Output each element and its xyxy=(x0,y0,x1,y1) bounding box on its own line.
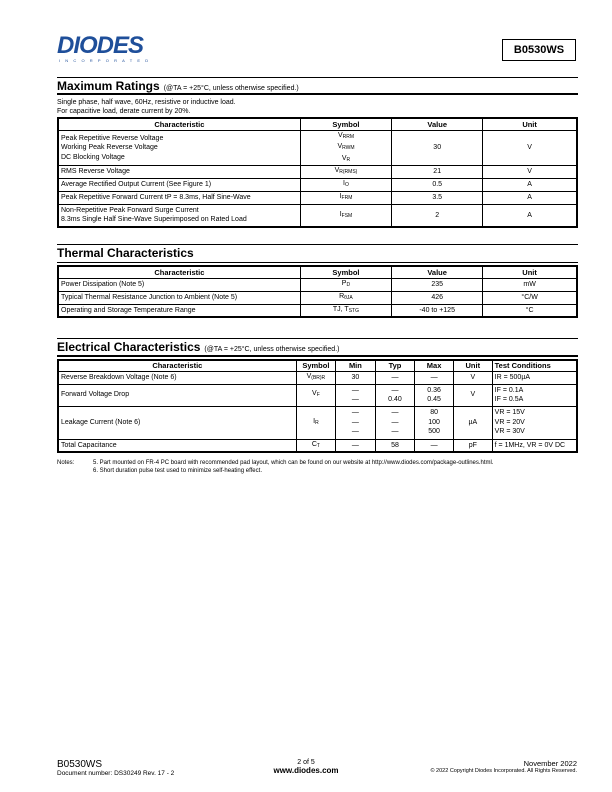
footer-center xyxy=(256,759,356,775)
max-line: 80 xyxy=(430,409,438,417)
char-line: Leakage Current (Note 6) xyxy=(61,418,141,426)
char-line: Working Peak Reverse Voltage xyxy=(61,144,158,151)
max-ratings-table xyxy=(57,117,578,228)
column-header: Unit xyxy=(483,266,577,278)
header-row xyxy=(58,118,577,130)
value-cell xyxy=(392,304,483,317)
unit-cell xyxy=(453,406,492,439)
char-line: Operating and Storage Temperature Range xyxy=(61,306,196,314)
test-line: IR = 500µA xyxy=(494,373,531,381)
test-line: VR = 15V xyxy=(494,409,525,417)
sym-line: $C_T$ xyxy=(311,440,320,449)
min-line: — xyxy=(351,428,359,436)
test-cell xyxy=(492,439,577,452)
typ-cell xyxy=(375,439,415,452)
typ-line: — xyxy=(391,386,399,394)
max-line: 500 xyxy=(428,428,440,436)
notes-label: Notes: xyxy=(57,460,75,466)
char-cell xyxy=(58,439,296,452)
char-line: Typical Thermal Resistance Junction to Ambient (Note 5) xyxy=(61,293,238,301)
subscript: (BR)R xyxy=(311,374,326,381)
value-line: -40 to +125 xyxy=(419,306,455,314)
divider xyxy=(57,338,578,339)
sym-line: $I_{FSM}$ xyxy=(339,210,353,219)
table-row xyxy=(58,291,577,304)
table-row xyxy=(58,130,577,166)
note-5: 5. Part mounted on FR-4 PC board with recommended pad layout, which can be found on our website at http://www.diodes.com/package-outlines.html. xyxy=(93,460,494,466)
column-header: Unit xyxy=(453,360,492,371)
column-header: Characteristic xyxy=(58,118,300,130)
char-cell xyxy=(58,192,300,205)
subscript: θJA xyxy=(344,294,353,301)
column-header: Symbol xyxy=(300,118,391,130)
unit-line: A xyxy=(527,194,532,202)
sym-line: TJ, $T_{STG}$ xyxy=(332,305,359,314)
unit-cell xyxy=(483,291,577,304)
unit-cell xyxy=(483,130,577,166)
unit-line: °C/W xyxy=(521,293,538,301)
footer-part: B0530WS xyxy=(57,759,103,770)
char-line: 8.3ms Single Half Sine-Wave Superimposed on Rated Load xyxy=(61,216,247,224)
divider xyxy=(57,93,578,95)
table-row xyxy=(58,439,577,452)
doc-number: Document number: DS30249 Rev. 17 - 2 xyxy=(57,770,175,777)
char-cell xyxy=(58,304,300,317)
sym-line: $V_R$ xyxy=(341,154,351,163)
test-line: VR = 30V xyxy=(494,428,525,436)
sym-cell xyxy=(300,179,391,192)
char-cell xyxy=(58,384,296,406)
typ-line: — xyxy=(391,418,399,426)
table-row xyxy=(58,179,577,192)
sym-cell xyxy=(300,192,391,205)
value-cell xyxy=(392,192,483,205)
logo-subtext: INCORPORATED xyxy=(59,58,154,63)
electrical-table xyxy=(57,359,578,453)
unit-line: V xyxy=(527,168,532,176)
test-line: VR = 20V xyxy=(494,418,525,426)
min-line: — xyxy=(351,386,359,394)
subscript: FSM xyxy=(341,212,353,219)
char-line: DC Blocking Voltage xyxy=(61,153,125,161)
sym-cell xyxy=(296,439,335,452)
char-line: Forward Voltage Drop xyxy=(61,391,130,399)
title: Maximum Ratings xyxy=(57,79,160,93)
footer-left xyxy=(57,759,174,777)
char-cell xyxy=(58,371,296,384)
min-cell xyxy=(336,439,376,452)
max-line: — xyxy=(430,441,438,449)
subscript: D xyxy=(346,281,351,288)
thermal-table xyxy=(57,265,578,318)
char-line: Non-Repetitive Peak Forward Surge Current xyxy=(61,206,199,214)
table-row xyxy=(58,192,577,205)
unit-line: µA xyxy=(468,418,478,426)
divider xyxy=(57,244,578,245)
table-row xyxy=(58,166,577,179)
value-cell xyxy=(392,278,483,291)
min-line: — xyxy=(351,441,359,449)
max-line: 100 xyxy=(428,418,440,426)
char-line: Average Rectified Output Current (See Figure 1) xyxy=(61,181,212,189)
column-header: Value xyxy=(392,266,483,278)
sym-line: $V_{R(RMS)}$ xyxy=(334,167,358,176)
subscript: RWM xyxy=(342,145,355,151)
max-line: 0.36 xyxy=(427,386,441,394)
sym-cell xyxy=(296,371,335,384)
test-line: IF = 0.5A xyxy=(494,396,524,403)
column-header: Symbol xyxy=(300,266,391,278)
char-cell xyxy=(58,291,300,304)
test-cell xyxy=(492,384,577,406)
footer-right xyxy=(430,759,577,774)
header-row xyxy=(58,360,577,371)
min-cell xyxy=(336,384,376,406)
sym-cell xyxy=(300,304,391,317)
min-line: — xyxy=(351,418,359,426)
sym-line: $V_{RWM}$ xyxy=(337,143,355,151)
value-cell xyxy=(392,166,483,179)
value-line: 2 xyxy=(435,211,440,219)
char-cell xyxy=(58,130,300,166)
note-6: 6. Short duration pulse test used to minimize self-heating effect. xyxy=(93,468,262,474)
test-cell xyxy=(492,406,577,439)
typ-line: — xyxy=(391,373,399,381)
derate-note: For capacitive load, derate current by 20%. xyxy=(57,108,191,115)
divider xyxy=(57,77,578,78)
char-line: Reverse Breakdown Voltage (Note 6) xyxy=(61,373,177,381)
char-cell xyxy=(58,166,300,179)
header-row xyxy=(58,266,577,278)
date: November 2022 xyxy=(523,759,577,768)
max-cell xyxy=(415,384,454,406)
test-line: IF = 0.1A xyxy=(494,386,524,394)
value-line: 30 xyxy=(433,144,442,151)
unit-line: A xyxy=(527,211,532,219)
unit-cell xyxy=(453,439,492,452)
char-line: Total Capacitance xyxy=(61,441,117,449)
char-cell xyxy=(58,205,300,227)
max-cell xyxy=(415,371,454,384)
value-cell xyxy=(392,205,483,227)
typ-line: — xyxy=(391,428,399,436)
min-line: 30 xyxy=(351,373,360,381)
divider xyxy=(57,355,578,357)
unit-line: V xyxy=(527,144,532,151)
typ-line: — xyxy=(391,409,399,417)
typ-cell xyxy=(375,406,415,439)
sym-cell xyxy=(300,291,391,304)
value-cell xyxy=(392,179,483,192)
sym-line: $V_{RRM}$ xyxy=(337,131,354,140)
value-line: 426 xyxy=(431,293,443,301)
unit-line: mW xyxy=(523,280,536,288)
test-cell xyxy=(492,371,577,384)
typ-cell xyxy=(375,384,415,406)
max-line: — xyxy=(430,373,438,381)
diodes-logo xyxy=(57,34,153,63)
subscript: O xyxy=(345,182,349,189)
char-cell xyxy=(58,278,300,291)
website-link[interactable]: www.diodes.com xyxy=(273,766,339,775)
max-cell xyxy=(415,439,454,452)
value-line: 21 xyxy=(433,168,442,176)
column-header: Symbol xyxy=(296,360,335,371)
unit-cell xyxy=(453,371,492,384)
notes xyxy=(57,459,494,475)
column-header: Min xyxy=(336,360,376,371)
sym-cell xyxy=(296,384,335,406)
unit-cell xyxy=(483,166,577,179)
column-header: Typ xyxy=(375,360,415,371)
sym-cell xyxy=(300,205,391,227)
sym-line: $R_{\theta JA}$ xyxy=(339,292,353,301)
char-cell xyxy=(58,179,300,192)
load-note: Single phase, half wave, 60Hz, resistive or inductive load. xyxy=(57,99,236,106)
subscript: F xyxy=(316,392,320,399)
sym-line: $V_F$ xyxy=(312,390,320,399)
subscript: R(RMS) xyxy=(339,169,358,176)
min-cell xyxy=(336,371,376,384)
column-header: Value xyxy=(392,118,483,130)
sym-line: $P_D$ xyxy=(341,279,351,288)
table-row xyxy=(58,371,577,384)
logo-text: DIODES xyxy=(57,32,144,59)
subscript: R xyxy=(315,419,319,426)
char-cell xyxy=(58,406,296,439)
value-line: 3.5 xyxy=(432,194,443,202)
unit-line: pF xyxy=(468,441,477,449)
max-cell xyxy=(415,406,454,439)
section-title-electrical xyxy=(57,340,339,354)
sym-cell xyxy=(296,406,335,439)
table-row xyxy=(58,278,577,291)
subscript: R xyxy=(346,156,351,163)
unit-cell xyxy=(483,205,577,227)
table-row xyxy=(58,384,577,406)
unit-cell xyxy=(453,384,492,406)
char-line: RMS Reverse Voltage xyxy=(61,168,130,176)
sym-line: $I_O$ xyxy=(343,180,349,189)
unit-cell xyxy=(483,304,577,317)
table-row xyxy=(58,205,577,227)
column-header: Characteristic xyxy=(58,266,300,278)
min-line: — xyxy=(351,409,359,417)
value-line: 235 xyxy=(431,280,443,288)
min-line: — xyxy=(351,396,359,403)
unit-cell xyxy=(483,278,577,291)
sym-line: $I_R$ xyxy=(313,417,319,426)
part-number-box: B0530WS xyxy=(502,39,576,61)
page-number: 2 of 5 xyxy=(297,759,315,766)
table-row xyxy=(58,406,577,439)
typ-line: 0.40 xyxy=(388,396,402,403)
column-header: Test Conditions xyxy=(492,360,577,371)
sym-cell xyxy=(300,130,391,166)
sym-line: $I_{FRM}$ xyxy=(339,193,353,202)
value-cell xyxy=(392,130,483,166)
sym-cell xyxy=(300,278,391,291)
column-header: Max xyxy=(415,360,454,371)
unit-line: °C xyxy=(525,306,534,314)
sym-cell xyxy=(300,166,391,179)
subscript: STG xyxy=(348,307,359,314)
unit-line: A xyxy=(527,181,532,189)
condition: (@TA = +25°C, unless otherwise specified.) xyxy=(163,85,299,92)
title: Electrical Characteristics xyxy=(57,340,201,354)
max-line: 0.45 xyxy=(427,396,441,403)
value-cell xyxy=(392,291,483,304)
value-line: 0.5 xyxy=(432,181,443,189)
subscript: FRM xyxy=(341,195,353,202)
section-title-max-ratings xyxy=(57,79,299,93)
subscript: RRM xyxy=(342,133,354,140)
test-line: f = 1MHz, VR = 0V DC xyxy=(494,441,566,449)
unit-cell xyxy=(483,179,577,192)
char-line: Peak Repetitive Forward Current tP = 8.3ms, Half Sine-Wave xyxy=(61,194,251,202)
table-row xyxy=(58,304,577,317)
unit-line: V xyxy=(470,373,476,381)
unit-line: V xyxy=(470,391,476,399)
column-header: Characteristic xyxy=(58,360,296,371)
condition: (@TA = +25°C, unless otherwise specified.) xyxy=(204,346,340,353)
char-line: Power Dissipation (Note 5) xyxy=(61,280,145,288)
unit-cell xyxy=(483,192,577,205)
typ-cell xyxy=(375,371,415,384)
typ-line: 58 xyxy=(391,441,399,449)
sym-line: $V_{(BR)R}$ xyxy=(306,372,326,381)
section-title-thermal: Thermal Characteristics xyxy=(57,246,194,260)
min-cell xyxy=(336,406,376,439)
copyright: © 2022 Copyright Diodes Incorporated. All Rights Reserved. xyxy=(430,768,577,774)
char-line: Peak Repetitive Reverse Voltage xyxy=(61,134,164,142)
subscript: T xyxy=(316,442,320,449)
column-header: Unit xyxy=(483,118,577,130)
divider xyxy=(57,262,578,263)
